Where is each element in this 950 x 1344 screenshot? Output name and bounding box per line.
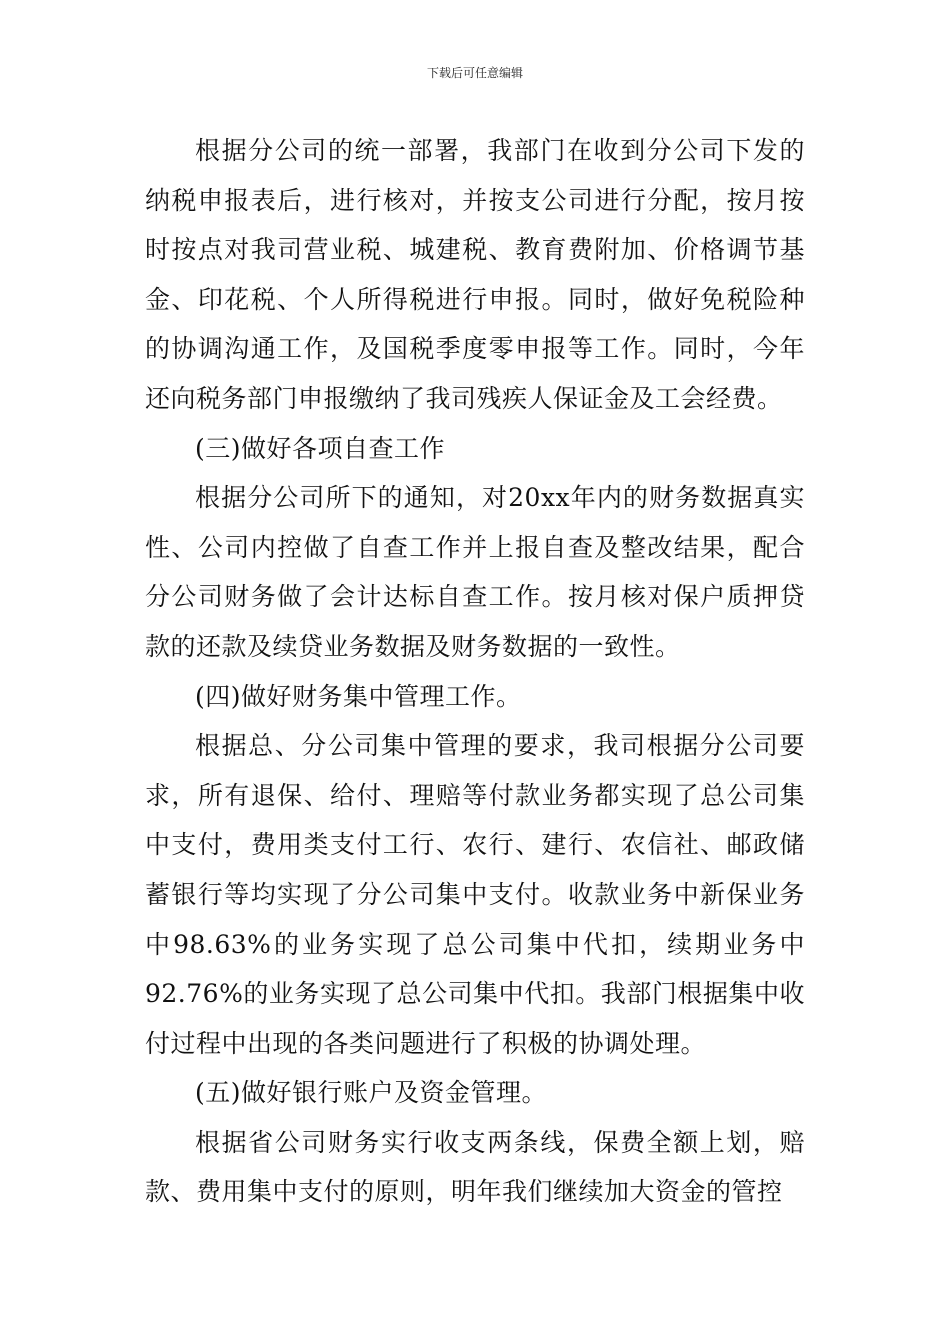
section-heading-bank-accounts: (五)做好银行账户及资金管理。: [195, 1078, 548, 1108]
document-body: [145, 126, 805, 1217]
paragraph-self-inspection: 根据分公司所下的通知，对20xx年内的财务数据真实性、公司内控做了自查工作并上报自查及整改结果，配合分公司财务做了会计达标自查工作。按月核对保户质押贷款的还款及续贷业务数据及财务数据的一致性。: [145, 483, 805, 661]
section-heading-centralized-management: (四)做好财务集中管理工作。: [195, 681, 522, 711]
section-heading-self-inspection: (三)做好各项自查工作: [195, 433, 446, 463]
paragraph-tax-filing: 根据分公司的统一部署，我部门在收到分公司下发的纳税申报表后，进行核对，并按支公司进行分配，按月按时按点对我司营业税、城建税、教育费附加、价格调节基金、印花税、个人所得税进行申报。同时，做好免税险种的协调沟通工作，及国税季度零申报等工作。同时，今年还向税务部门申报缴纳了我司残疾人保证金及工会经费。: [145, 136, 805, 413]
paragraph-bank-accounts: 根据省公司财务实行收支两条线，保费全额上划，赔款、费用集中支付的原则，明年我们继续加大资金的管控: [145, 1127, 805, 1207]
paragraph-centralized-management: 根据总、分公司集中管理的要求，我司根据分公司要求，所有退保、给付、理赔等付款业务都实现了总公司集中支付，费用类支付工行、农行、建行、农信社、邮政储蓄银行等均实现了分公司集中支付。收款业务中新保业务中98.63%的业务实现了总公司集中代扣，续期业务中92.76%的业务实现了总公司集中代扣。我部门根据集中收付过程中出现的各类问题进行了积极的协调处理。: [145, 731, 805, 1058]
page-header: 下载后可任意编辑: [426, 66, 523, 80]
